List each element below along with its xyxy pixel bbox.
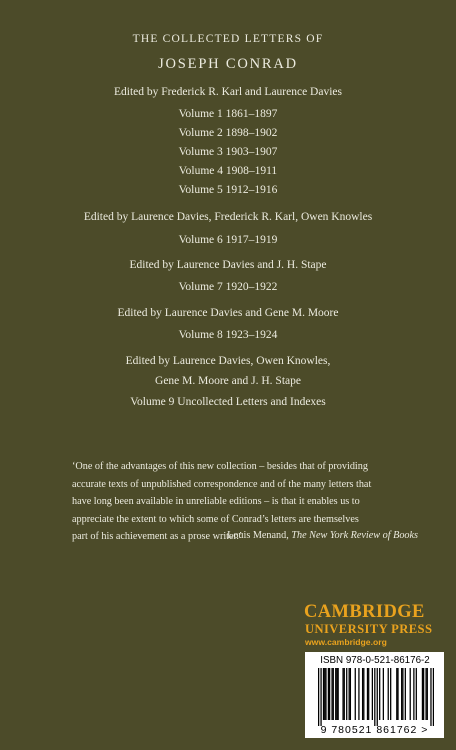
series-author: JOSEPH CONRAD [158, 56, 298, 72]
editors-line: Edited by Laurence Davies, Owen Knowles, [125, 355, 331, 367]
barcode-bar [427, 668, 428, 720]
quote-attribution [227, 530, 418, 541]
barcode-addon: > [421, 724, 429, 736]
quote-line: part of his achievement as a prose writer.’ [72, 531, 243, 543]
barcode-bar [367, 668, 368, 720]
barcode-bar [405, 668, 406, 720]
barcode-left-digits: 780521 [331, 724, 373, 736]
publisher-press: UNIVERSITY PRESS [305, 622, 433, 636]
barcode-bar [358, 668, 359, 720]
barcode-bar [425, 668, 426, 720]
barcode-bar [342, 668, 343, 720]
attribution-publication: The New York Review of Books [291, 530, 418, 541]
barcode-bar [333, 668, 334, 720]
editors-line: Edited by Laurence Davies, Frederick R. Karl, Owen Knowles [83, 211, 373, 223]
volume-line: Volume 8 1923–1924 [178, 329, 278, 341]
barcode-bar [388, 668, 389, 720]
barcode-bar [396, 668, 397, 720]
isbn-label: ISBN 978-0-521-86176-2 [320, 655, 430, 666]
volume-line: Volume 9 Uncollected Letters and Indexes [130, 396, 326, 408]
barcode-bar [374, 668, 375, 726]
volume-line: Volume 1 1861–1897 [178, 108, 278, 120]
barcode-bar [318, 668, 319, 726]
publisher-url: www.cambridge.org [305, 637, 387, 647]
barcode-panel [305, 652, 444, 738]
barcode-bar [349, 668, 350, 720]
barcode-bar [355, 668, 356, 720]
editors-line: Edited by Laurence Davies and J. H. Stape [129, 259, 327, 271]
barcode-bar [344, 668, 345, 720]
barcode-bar [422, 668, 423, 720]
quote-line: appreciate the extent to which some of Conrad’s letters are themselves [72, 513, 359, 525]
barcode-bar [331, 668, 332, 720]
attribution-author: Louis Menand, [227, 530, 292, 541]
barcode-bar [401, 668, 402, 720]
barcode-bar [362, 668, 363, 720]
barcode-bar [329, 668, 330, 720]
barcode-bar [350, 668, 351, 720]
barcode-bar [328, 668, 329, 720]
quote-line: have long been available in unreliable editions – is that it enables us to [72, 496, 360, 508]
barcode-bar [336, 668, 337, 720]
barcode-bar [397, 668, 398, 720]
volume-line: Volume 6 1917–1919 [178, 234, 278, 246]
barcode-bar [368, 668, 369, 720]
barcode-bar [377, 668, 378, 726]
editors-line: Gene M. Moore and J. H. Stape [155, 375, 301, 387]
barcode-bar [320, 668, 321, 726]
barcode-bar [323, 668, 324, 720]
barcode-right-digits: 861762 [376, 724, 418, 736]
barcode-bar [363, 668, 364, 720]
barcode-first-digit: 9 [320, 724, 328, 736]
volume-line: Volume 7 1920–1922 [178, 281, 278, 293]
quote-line: ‘One of the advantages of this new collection – besides that of providing [72, 461, 368, 472]
barcode-bar [325, 668, 326, 720]
editors-line: Edited by Laurence Davies and Gene M. Moore [117, 307, 339, 319]
volume-line: Volume 4 1908–1911 [178, 165, 278, 177]
barcode-bar [416, 668, 417, 720]
quote-line: accurate texts of unpublished correspondence and of the many letters that [72, 478, 372, 490]
barcode-bar [430, 668, 431, 726]
barcode-bar [372, 668, 373, 720]
barcode-bar [338, 668, 339, 720]
publisher-name: CAMBRIDGE [304, 602, 425, 622]
barcode-bar [379, 668, 380, 720]
barcode-bar [423, 668, 424, 720]
barcode-bar [413, 668, 414, 720]
barcode-bar [402, 668, 403, 720]
barcode-bar [324, 668, 325, 720]
barcode-bar [390, 668, 391, 720]
barcode-bar [433, 668, 434, 726]
barcode-bar [346, 668, 347, 720]
editors-line: Edited by Frederick R. Karl and Laurence Davies [114, 86, 342, 98]
series-title: THE COLLECTED LETTERS OF [132, 33, 324, 45]
volume-line: Volume 5 1912–1916 [178, 184, 278, 196]
publisher-logo [304, 603, 444, 648]
barcode-bar [383, 668, 384, 720]
barcode-bar [410, 668, 411, 720]
volume-line: Volume 2 1898–1902 [178, 127, 278, 139]
barcode-bar [335, 668, 336, 720]
barcode-icon [318, 668, 434, 726]
barcode-digits [307, 724, 442, 736]
volume-line: Volume 3 1903–1907 [178, 146, 278, 158]
